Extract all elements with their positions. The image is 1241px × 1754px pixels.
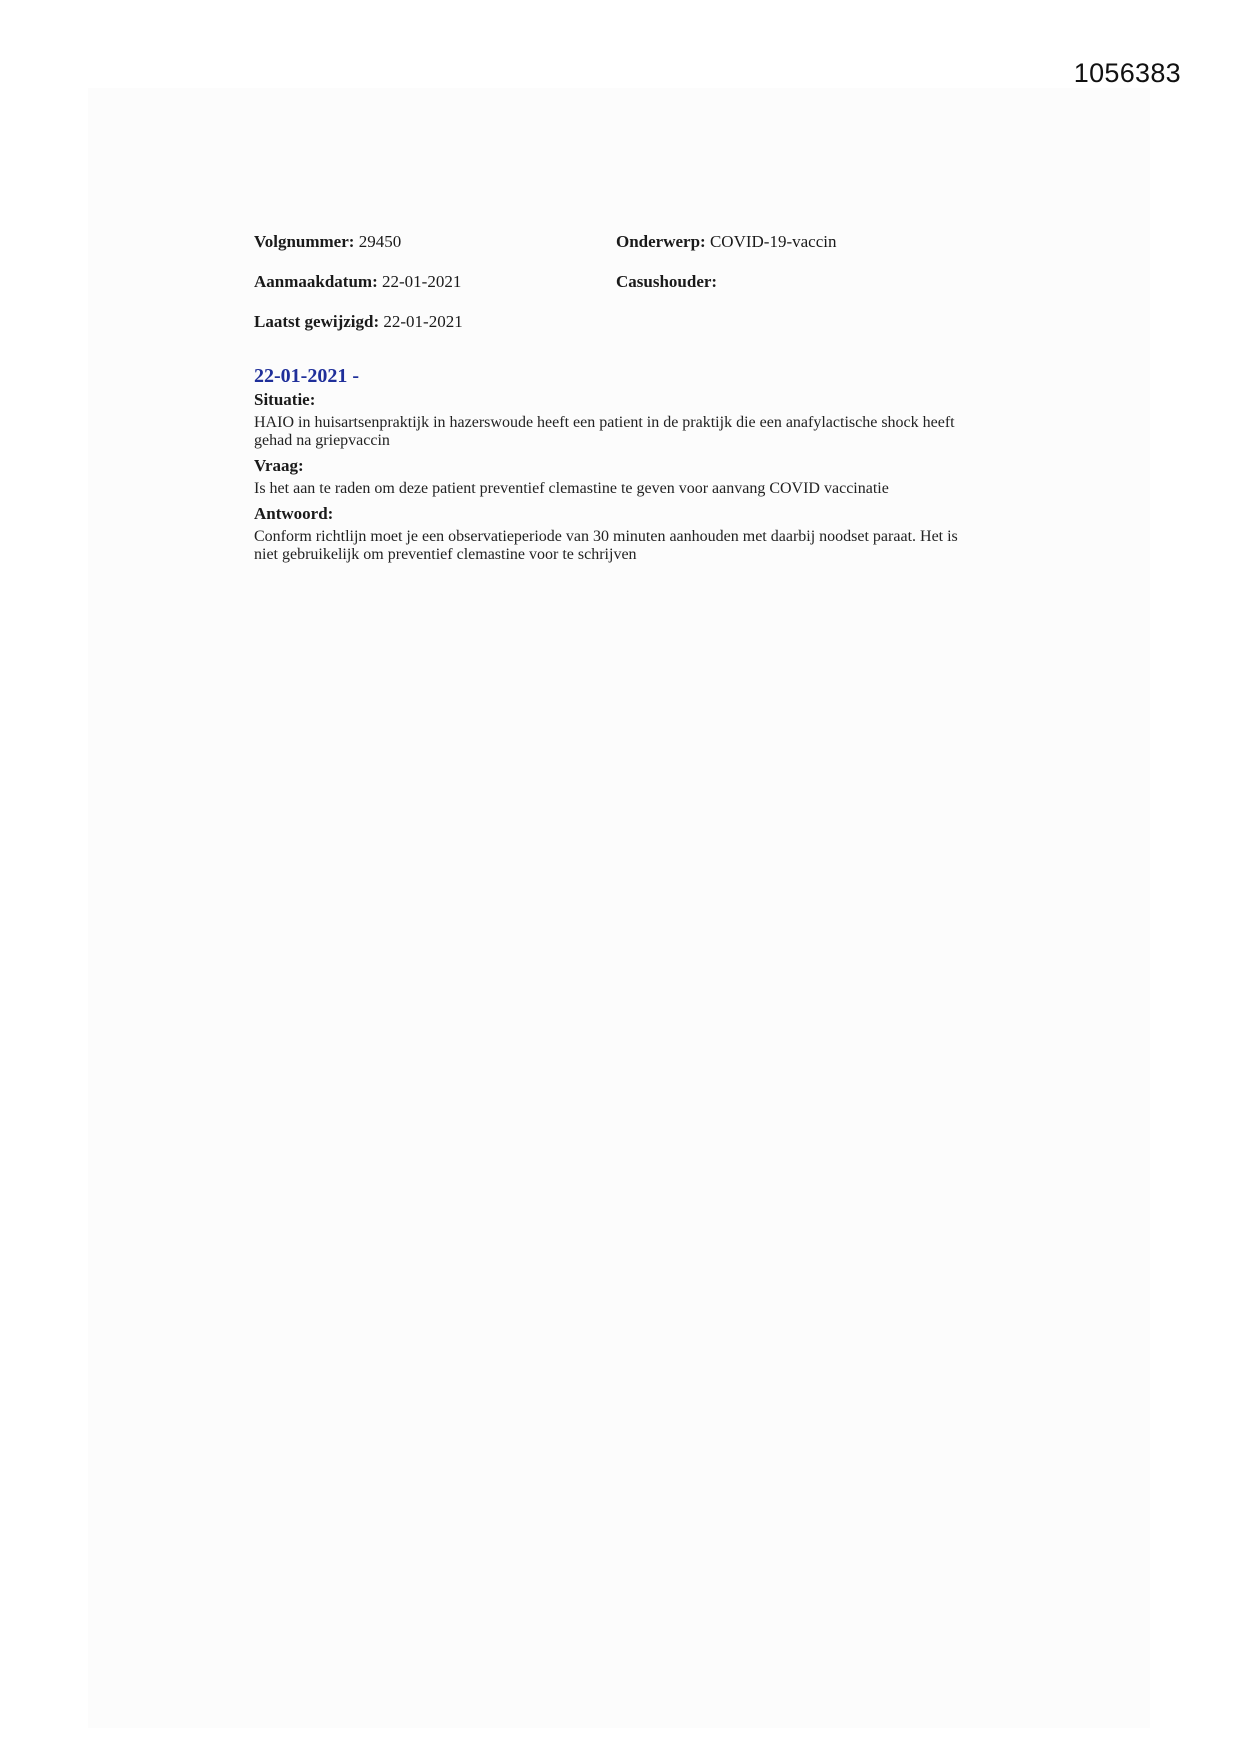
antwoord-label: Antwoord: [254,504,334,523]
laatst-gewijzigd-field [254,312,463,332]
volgnummer-label: Volgnummer: [254,232,355,251]
aanmaakdatum-field [254,272,461,292]
laatst-gewijzigd-value: 22-01-2021 [383,312,463,331]
situatie-label: Situatie: [254,390,316,409]
volgnummer-field [254,232,401,252]
situatie-text: HAIO in huisartsenpraktijk in hazerswoude heeft een patient in de praktijk die een anafylactische shock heeft gehad na griepvaccin [254,414,955,449]
document-number: 1056383 [1073,58,1181,88]
entry-date: 22-01-2021 - [254,365,359,387]
aanmaakdatum-value: 22-01-2021 [382,272,462,291]
onderwerp-label: Onderwerp: [616,232,706,251]
casushouder-label: Casushouder: [616,272,718,291]
vraag-text: Is het aan te raden om deze patient preventief clemastine te geven voor aanvang COVID vaccinatie [254,480,889,497]
antwoord-text: Conform richtlijn moet je een observatieperiode van 30 minuten aanhouden met daarbij noodset paraat. Het is niet gebruikelijk om preventief clemastine voor te schrijven [254,528,958,563]
laatst-gewijzigd-label: Laatst gewijzigd: [254,312,380,331]
volgnummer-value: 29450 [358,232,402,251]
case-entry [254,364,974,570]
casushouder-field [616,272,717,292]
page-background [88,88,1150,1728]
vraag-label: Vraag: [254,456,304,475]
aanmaakdatum-label: Aanmaakdatum: [254,272,378,291]
onderwerp-value: COVID-19-vaccin [709,232,837,251]
onderwerp-field [616,232,836,252]
